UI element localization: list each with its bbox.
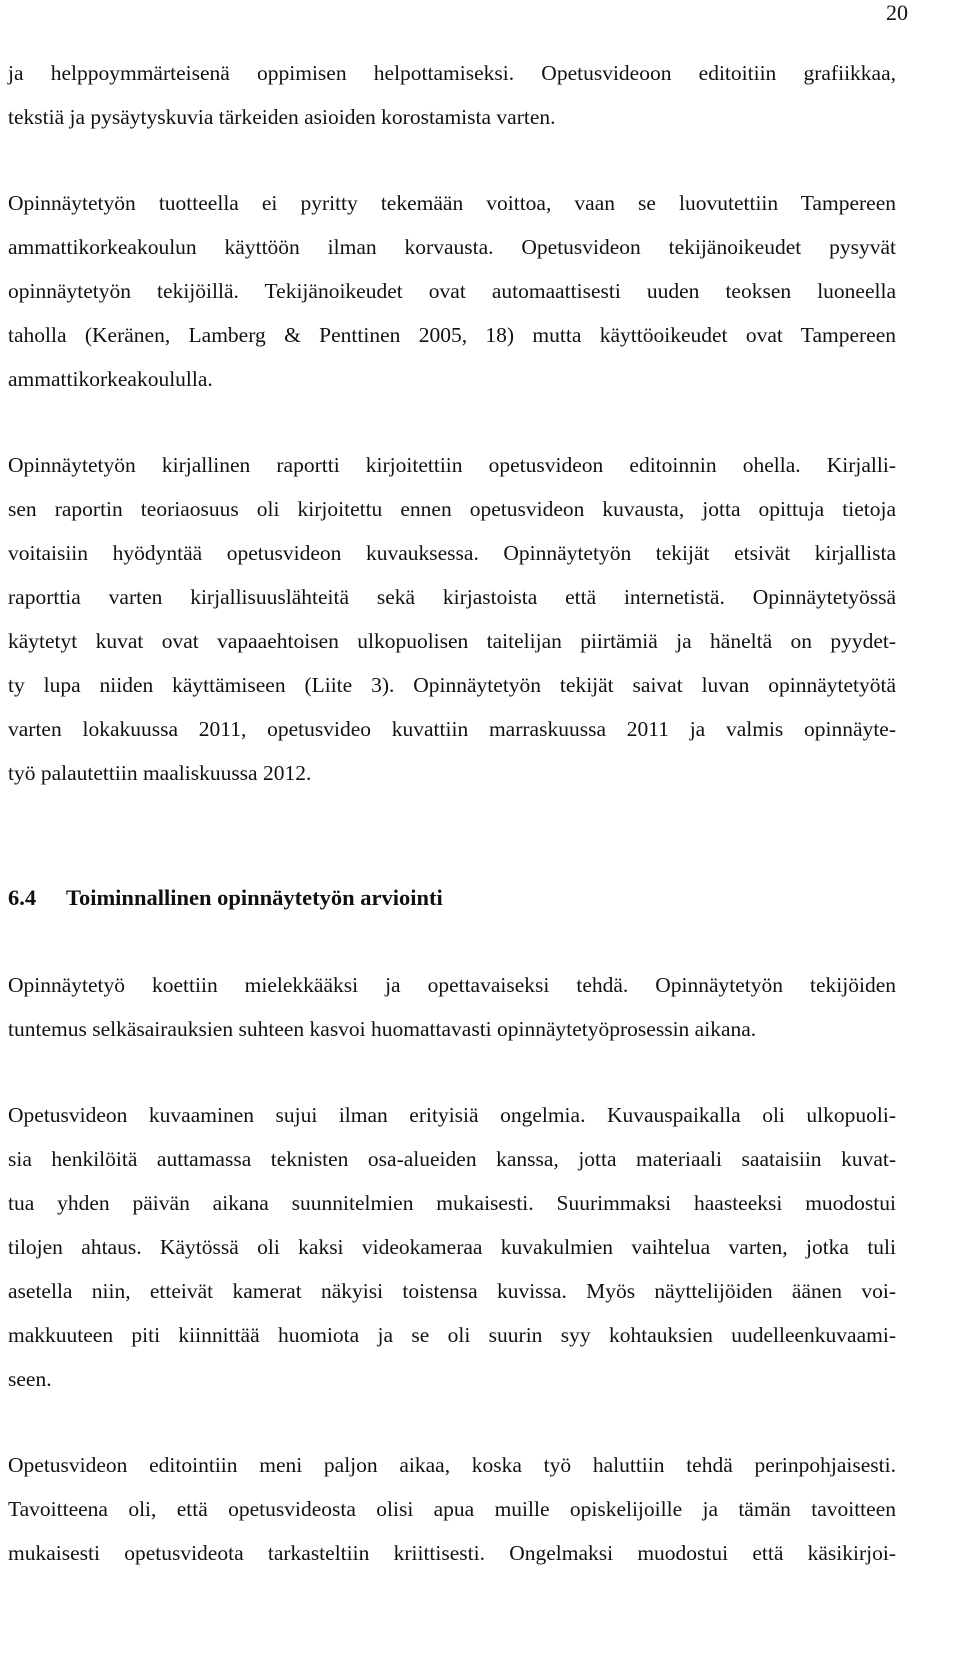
text-line: varten lokakuussa 2011, opetusvideo kuvattiin marraskuussa 2011 ja valmis opinnäyte- (8, 717, 896, 741)
page-number: 20 (886, 0, 908, 25)
text-line: raporttia varten kirjallisuuslähteitä sekä kirjastoista että internetistä. Opinnäytetyössä (8, 585, 896, 609)
text-line: tilojen ahtaus. Käytössä oli kaksi videokameraa kuvakulmien vaihtelua varten, jotka tuli (8, 1235, 896, 1259)
text-line: Tavoitteena oli, että opetusvideosta olisi apua muille opiskelijoille ja tämän tavoitteen (8, 1497, 896, 1521)
section-title: Toiminnallinen opinnäytetyön arviointi (66, 885, 443, 910)
text-line: Opinnäytetyön kirjallinen raportti kirjoitettiin opetusvideon editoinnin ohella. Kirjalli- (8, 453, 896, 477)
text-line: käytetyt kuvat ovat vapaaehtoisen ulkopuolisen taitelijan piirtämiä ja häneltä on pyydet- (8, 629, 896, 653)
text-line: ty lupa niiden käyttämiseen (Liite 3). Opinnäytetyön tekijät saivat luvan opinnäytetyötä (8, 673, 896, 697)
text-line: ammattikorkeakoulun käyttöön ilman korvausta. Opetusvideon tekijänoikeudet pysyvät (8, 235, 896, 259)
text-line: työ palautettiin maaliskuussa 2012. (8, 761, 312, 785)
text-line: asetella niin, etteivät kamerat näkyisi toistensa kuvissa. Myös näyttelijöiden äänen voi- (8, 1279, 896, 1303)
text-line: taholla (Keränen, Lamberg & Penttinen 2005, 18) mutta käyttöoikeudet ovat Tampereen (8, 323, 896, 347)
text-line: voitaisiin hyödyntää opetusvideon kuvauksessa. Opinnäytetyön tekijät etsivät kirjallista (8, 541, 896, 565)
text-line: Opinnäytetyön tuotteella ei pyritty tekemään voittoa, vaan se luovutettiin Tampereen (8, 191, 896, 215)
text-line: tekstiä ja pysäytyskuvia tärkeiden asioiden korostamista varten. (8, 105, 556, 129)
text-line: opinnäytetyön tekijöillä. Tekijänoikeudet ovat automaattisesti uuden teoksen luoneella (8, 279, 896, 303)
text-line: ammattikorkeakoululla. (8, 367, 213, 391)
text-line: makkuuteen piti kiinnittää huomiota ja se oli suurin syy kohtauksien uudelleenkuvaami- (8, 1323, 896, 1347)
text-line: tua yhden päivän aikana suunnitelmien mukaisesti. Suurimmaksi haasteeksi muodostui (8, 1191, 896, 1215)
text-line: Opetusvideon editointiin meni paljon aikaa, koska työ haluttiin tehdä perinpohjaisesti. (8, 1453, 896, 1477)
text-line: Opinnäytetyö koettiin mielekkääksi ja opettavaiseksi tehdä. Opinnäytetyön tekijöiden (8, 973, 896, 997)
text-line: sia henkilöitä auttamassa teknisten osa-alueiden kanssa, jotta materiaali saataisiin kuvat- (8, 1147, 896, 1171)
section-number: 6.4 (8, 885, 37, 910)
text-line: Opetusvideon kuvaaminen sujui ilman erityisiä ongelmia. Kuvauspaikalla oli ulkopuoli- (8, 1103, 896, 1127)
text-line: mukaisesti opetusvideota tarkasteltiin kriittisesti. Ongelmaksi muodostui että käsikirjoi- (8, 1541, 896, 1565)
text-line: ja helppoymmärteisenä oppimisen helpottamiseksi. Opetusvideoon editoitiin grafiikkaa, (8, 61, 896, 85)
text-line: seen. (8, 1367, 52, 1391)
text-line: tuntemus selkäsairauksien suhteen kasvoi huomattavasti opinnäytetyöprosessin aikana. (8, 1017, 757, 1041)
section-heading (8, 884, 443, 912)
text-line: sen raportin teoriaosuus oli kirjoitettu ennen opetusvideon kuvausta, jotta opittuja tietoja (8, 497, 896, 521)
